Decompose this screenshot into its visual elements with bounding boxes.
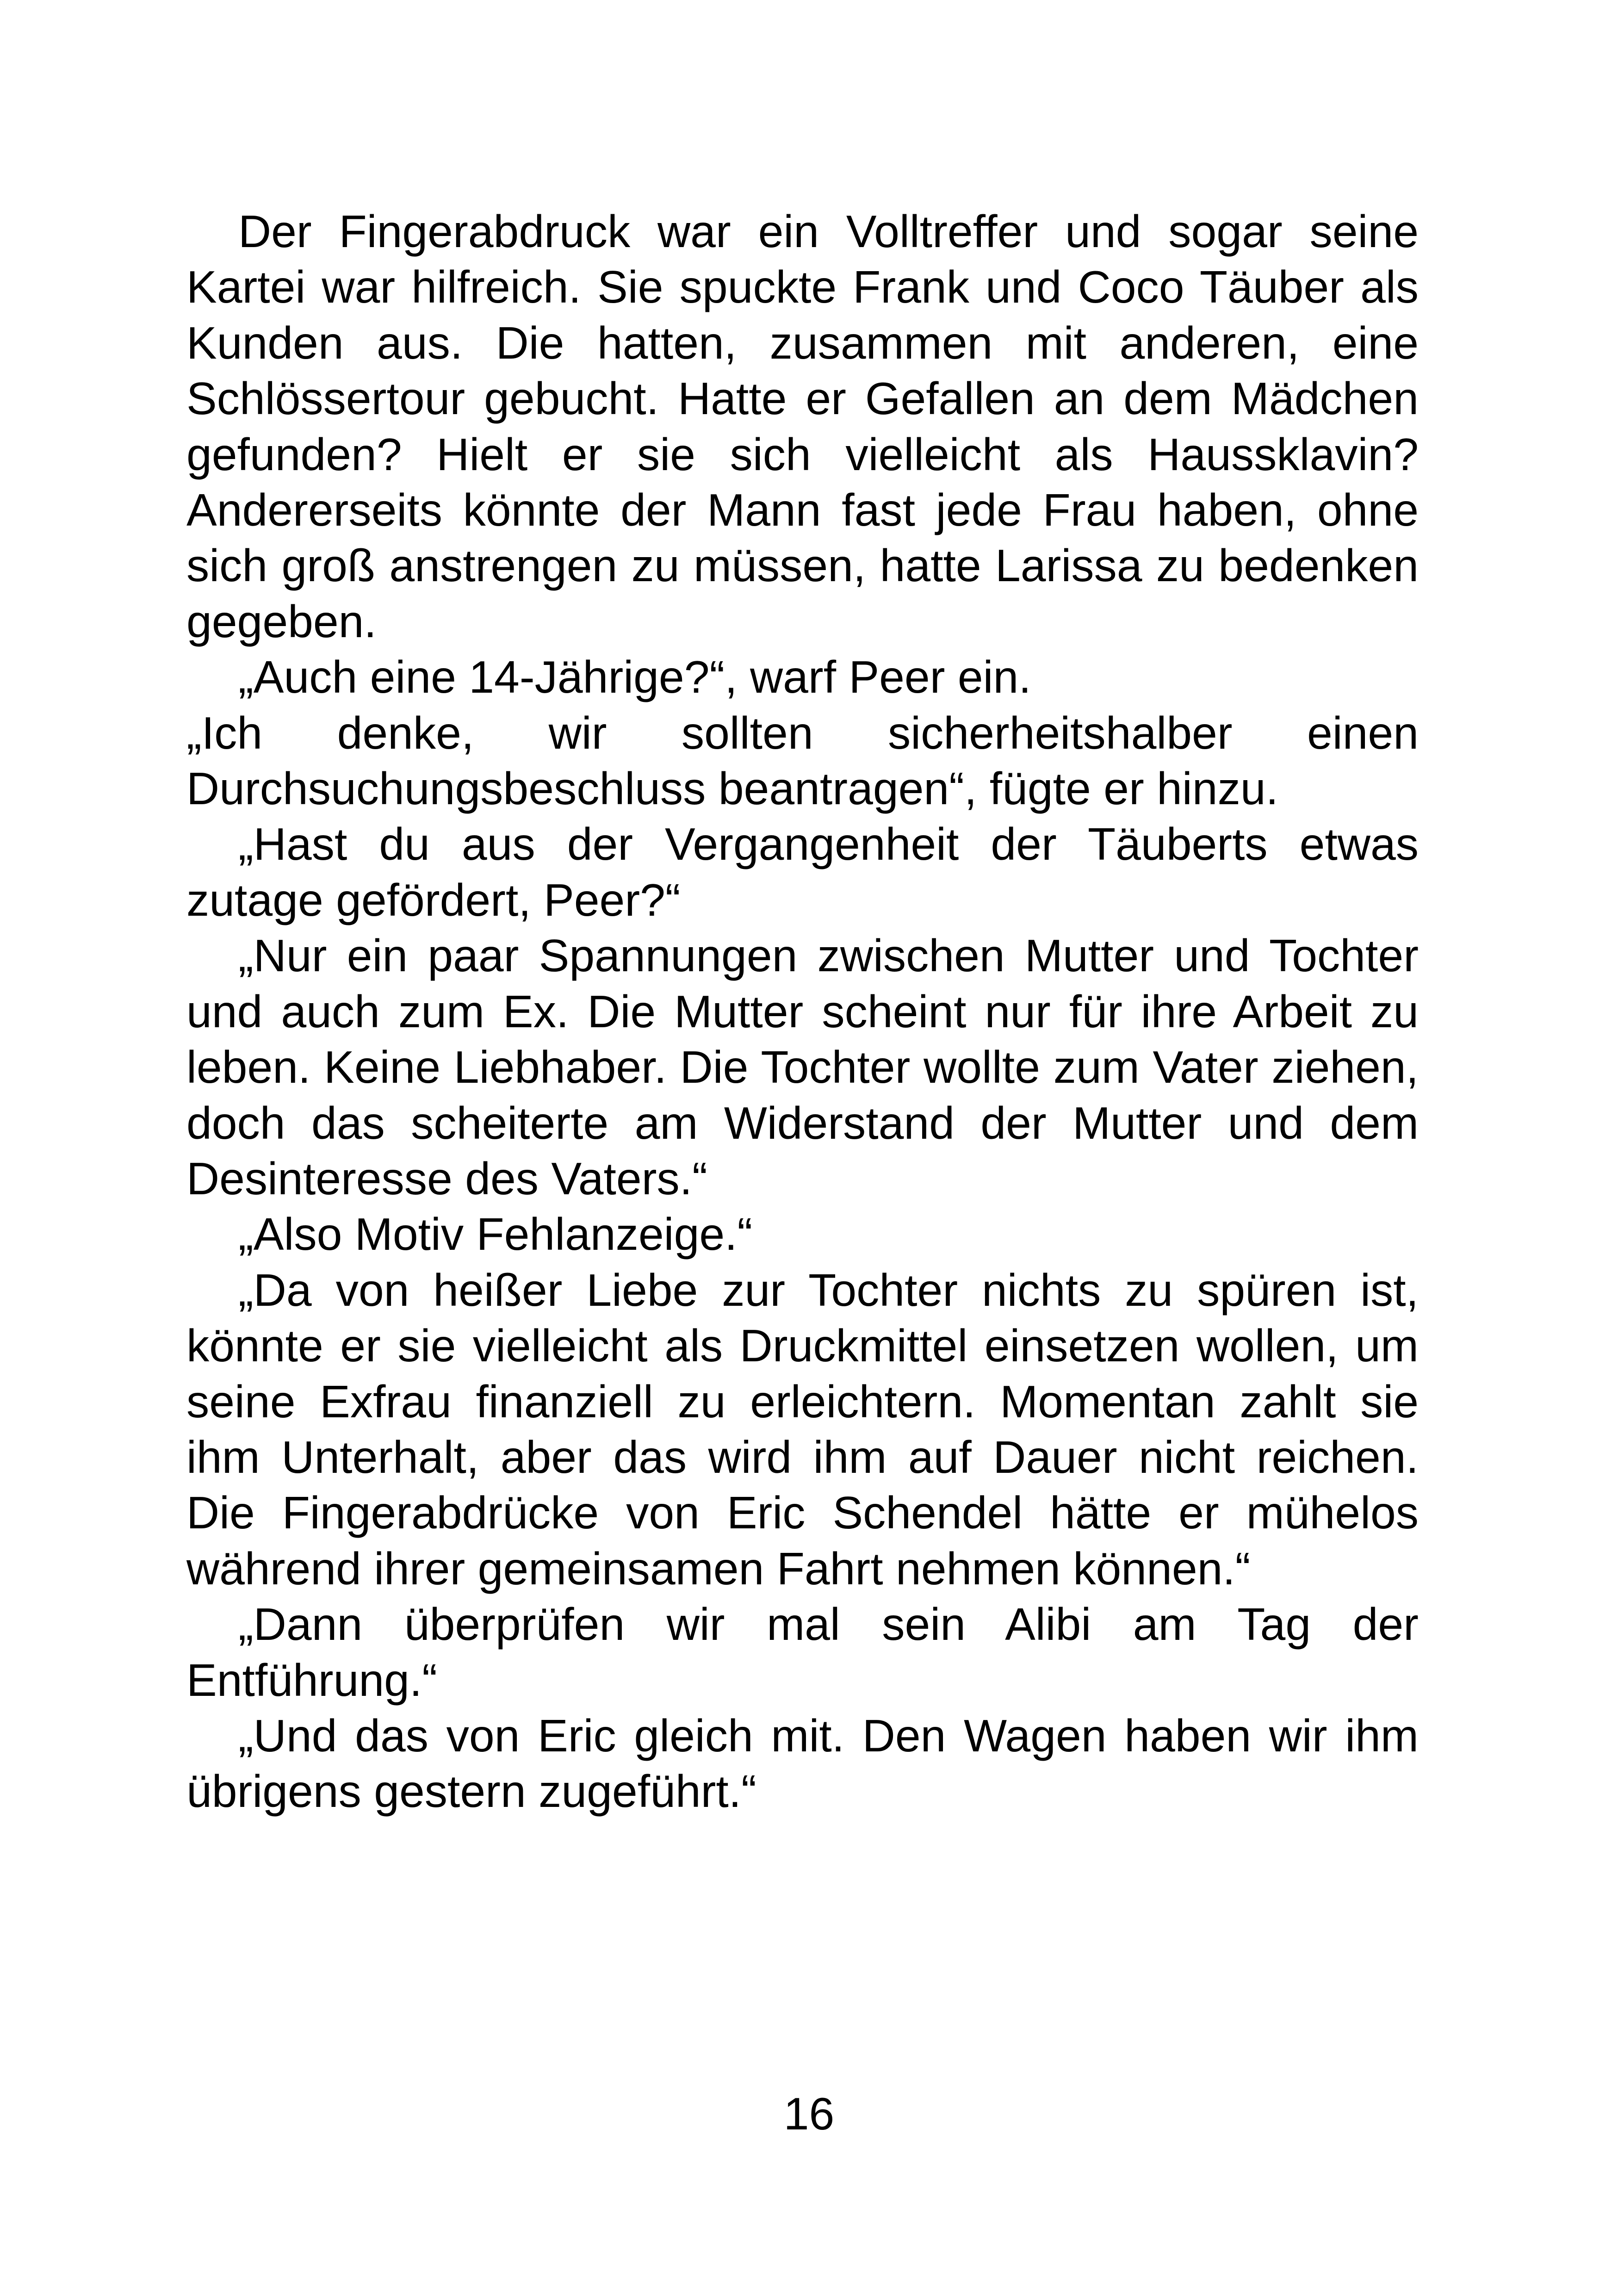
paragraph: „Da von heißer Liebe zur Tochter nichts zu spüren ist, könnte er sie vielleicht als Druckmittel einsetzen wollen, um seine Exfrau finanziell zu erleichtern. Momentan zahlt sie ihm Unterhalt, aber das wird ihm auf Dauer nicht reichen. Die Fingerabdrücke von Eric Schendel hätte er mühelos während ihrer gemeinsamen Fahrt nehmen können.“ — [186, 1264, 1419, 1594]
paragraph: „Auch eine 14-Jährige?“, warf Peer ein. — [238, 652, 1031, 703]
page-number: 16 — [783, 2088, 835, 2139]
paragraph: „Ich denke, wir sollten sicherheitshalber einen Durchsuchungsbeschluss beantragen“, fügte er hinzu. — [186, 707, 1419, 814]
paragraph: „Dann überprüfen wir mal sein Alibi am Tag der Entführung.“ — [186, 1599, 1419, 1706]
paragraph: „Hast du aus der Vergangenheit der Täuberts etwas zutage gefördert, Peer?“ — [186, 819, 1419, 925]
paragraph: „Nur ein paar Spannungen zwischen Mutter und Tochter und auch zum Ex. Die Mutter scheint nur für ihre Arbeit zu leben. Keine Liebhaber. Die Tochter wollte zum Vater ziehen, doch das scheiterte am Widerstand der Mutter und dem Desinteresse des Vaters.“ — [186, 930, 1419, 1204]
paragraph: „Also Motiv Fehlanzeige.“ — [238, 1209, 753, 1260]
paragraph: Der Fingerabdruck war ein Volltreffer und sogar seine Kartei war hilfreich. Sie spuckte Frank und Coco Täuber als Kunden aus. Die hatten, zusammen mit anderen, eine Schlössertour gebucht. Hatte er Gefallen an dem Mädchen gefunden? Hielt er sie sich vielleicht als Haussklavin? Andererseits könnte der Mann fast jede Frau haben, ohne sich groß anstrengen zu müssen, hatte Larissa zu bedenken gegeben. — [186, 206, 1419, 647]
paragraph: „Und das von Eric gleich mit. Den Wagen haben wir ihm übrigens gestern zugeführt.“ — [186, 1710, 1419, 1817]
body-text — [186, 204, 1419, 1819]
